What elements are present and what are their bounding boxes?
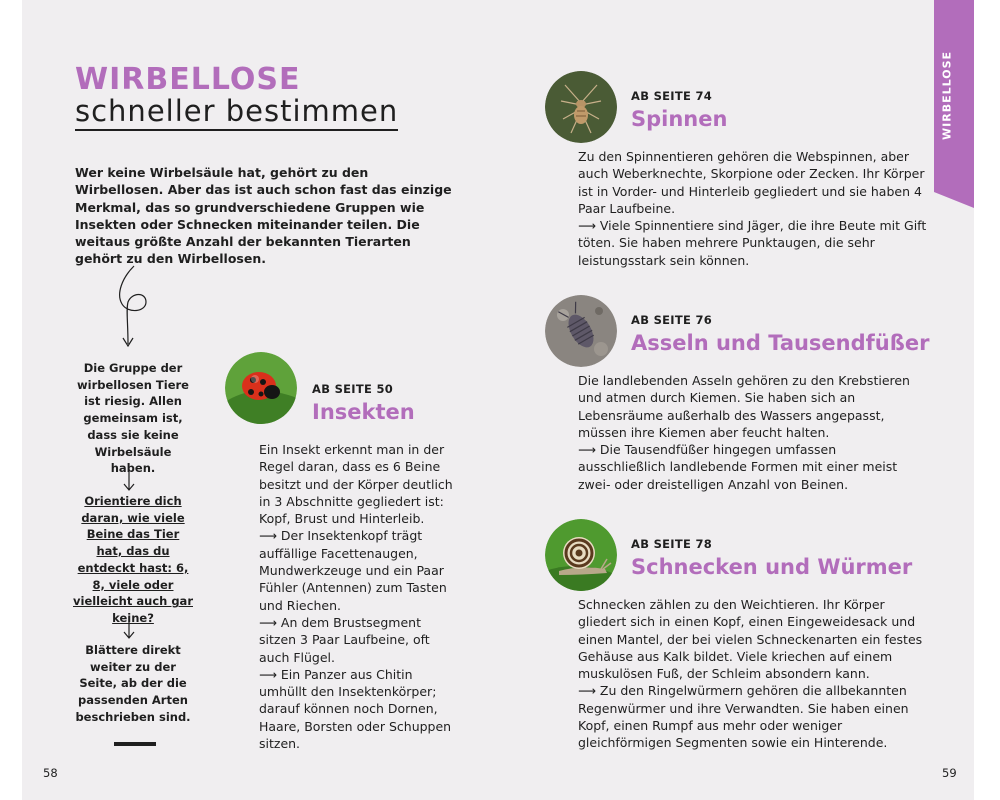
headline-sub: schneller bestimmen: [75, 94, 398, 131]
sidenote-group: Die Gruppe der wirbellosen Tiere ist riesig. Allen gemeinsam ist, dass sie keine Wirbelsäule haben.: [77, 361, 189, 476]
paragraph: ⟶ Ein Panzer aus Chitin umhüllt den Insektenkörper; darauf können noch Dornen, Haare, Borsten oder Schuppen sitzen.: [259, 666, 452, 752]
ladybird-photo: [225, 352, 297, 424]
paragraph: Schnecken zählen zu den Weichtieren. Ihr Körper gliedert sich in einen Kopf, einen Eingeweidesack und einen Mantel, der bei vielen Schneckenarten ein festes Gehäuse aus Kalk bildet. Viele kriechen auf einem muskulösen Fuß, der Schleim absondern kann.: [578, 597, 923, 682]
paragraph: ⟶ An dem Brustsegment sitzen 3 Paar Laufbeine, oft auch Flügel.: [259, 614, 430, 665]
woodlouse-photo: [545, 295, 617, 367]
intro-paragraph: Wer keine Wirbelsäule hat, gehört zu den Wirbellosen. Aber das ist auch schon fast das einzige Merkmal, das so grundverschiedene Gruppen wie Insekten oder Schnecken miteinander teilen. Die weitaus größte Anzahl der bekannten Tierarten gehört zu den Wirbellosen.: [75, 165, 452, 267]
section-text: [259, 441, 454, 752]
paragraph: ⟶ Der Insektenkopf trägt auffällige Facettenaugen, Mundwerkzeuge und ein Paar Fühler (Antennen) zum Tasten und Riechen.: [259, 528, 447, 613]
page-number-left: 58: [43, 766, 58, 780]
paragraph: ⟶ Zu den Ringelwürmern gehören die allbekannten Regenwürmer und ihre Verwandten. Sie haben einen Kopf, einen Rumpf aus mehr oder weniger gleichförmigen Segmenten sowie ein Hinterende.: [578, 683, 909, 751]
paragraph: Die landlebenden Asseln gehören zu den Krebstieren und atmen durch Kiemen. Sie haben sich an Lebensräume außerhalb des Wassers angepasst, müssen ihre Kiemen aber feucht halten.: [578, 373, 910, 440]
sidenote-browse: Blättere direkt weiter zu der Seite, ab der die passenden Arten beschrieben sind.: [75, 643, 191, 724]
section-title: Asseln und Tausendfüßer: [631, 331, 930, 355]
spider-photo: [545, 71, 617, 143]
headline-main: WIRBELLOSE: [75, 62, 301, 97]
paragraph: ⟶ Die Tausendfüßer hingegen umfassen ausschließlich landlebende Formen mit einer meist zwei- oder dreistelligen Anzahl von Beinen.: [578, 442, 898, 492]
page-reference: AB SEITE 74: [631, 89, 713, 103]
paragraph: Ein Insekt erkennt man in der Regel daran, dass es 6 Beine besitzt und der Körper deutlich in 3 Abschnitte gegliedert ist: Kopf, Brust und Hinterleib.: [259, 442, 453, 527]
section-text: [578, 372, 918, 493]
down-arrow-icon: [121, 616, 137, 640]
section-text: [578, 148, 930, 269]
paragraph: ⟶ Viele Spinnentiere sind Jäger, die ihre Beute mit Gift töten. Sie haben mehrere Punktaugen, die sehr leistungsstark sein können.: [578, 218, 927, 268]
paragraph: Zu den Spinnentieren gehören die Webspinnen, aber auch Weberknechte, Skorpione oder Zecken. Ihr Körper ist in Vorder- und Hinterleib gegliedert und sie haben 4 Paar Laufbeine.: [578, 149, 925, 216]
section-title: Schnecken und Würmer: [631, 555, 913, 579]
page-reference: AB SEITE 76: [631, 313, 713, 327]
page-reference: AB SEITE 50: [312, 382, 394, 396]
down-arrow-icon: [121, 468, 137, 492]
divider-bar: [114, 742, 156, 746]
section-title: Spinnen: [631, 107, 728, 131]
sidenote-legs: Orientiere dich daran, wie viele Beine das Tier hat, das du entdeckt hast: 6, 8, viele oder vielleicht auch gar keine?: [73, 494, 193, 625]
page-reference: AB SEITE 78: [631, 537, 713, 551]
chapter-tab-label: WIRBELLOSE: [940, 50, 954, 140]
swirl-arrow-icon: [108, 262, 158, 352]
section-text: [578, 596, 930, 752]
snail-photo: [545, 519, 617, 591]
section-title: Insekten: [312, 400, 415, 424]
page-number-right: 59: [942, 766, 957, 780]
